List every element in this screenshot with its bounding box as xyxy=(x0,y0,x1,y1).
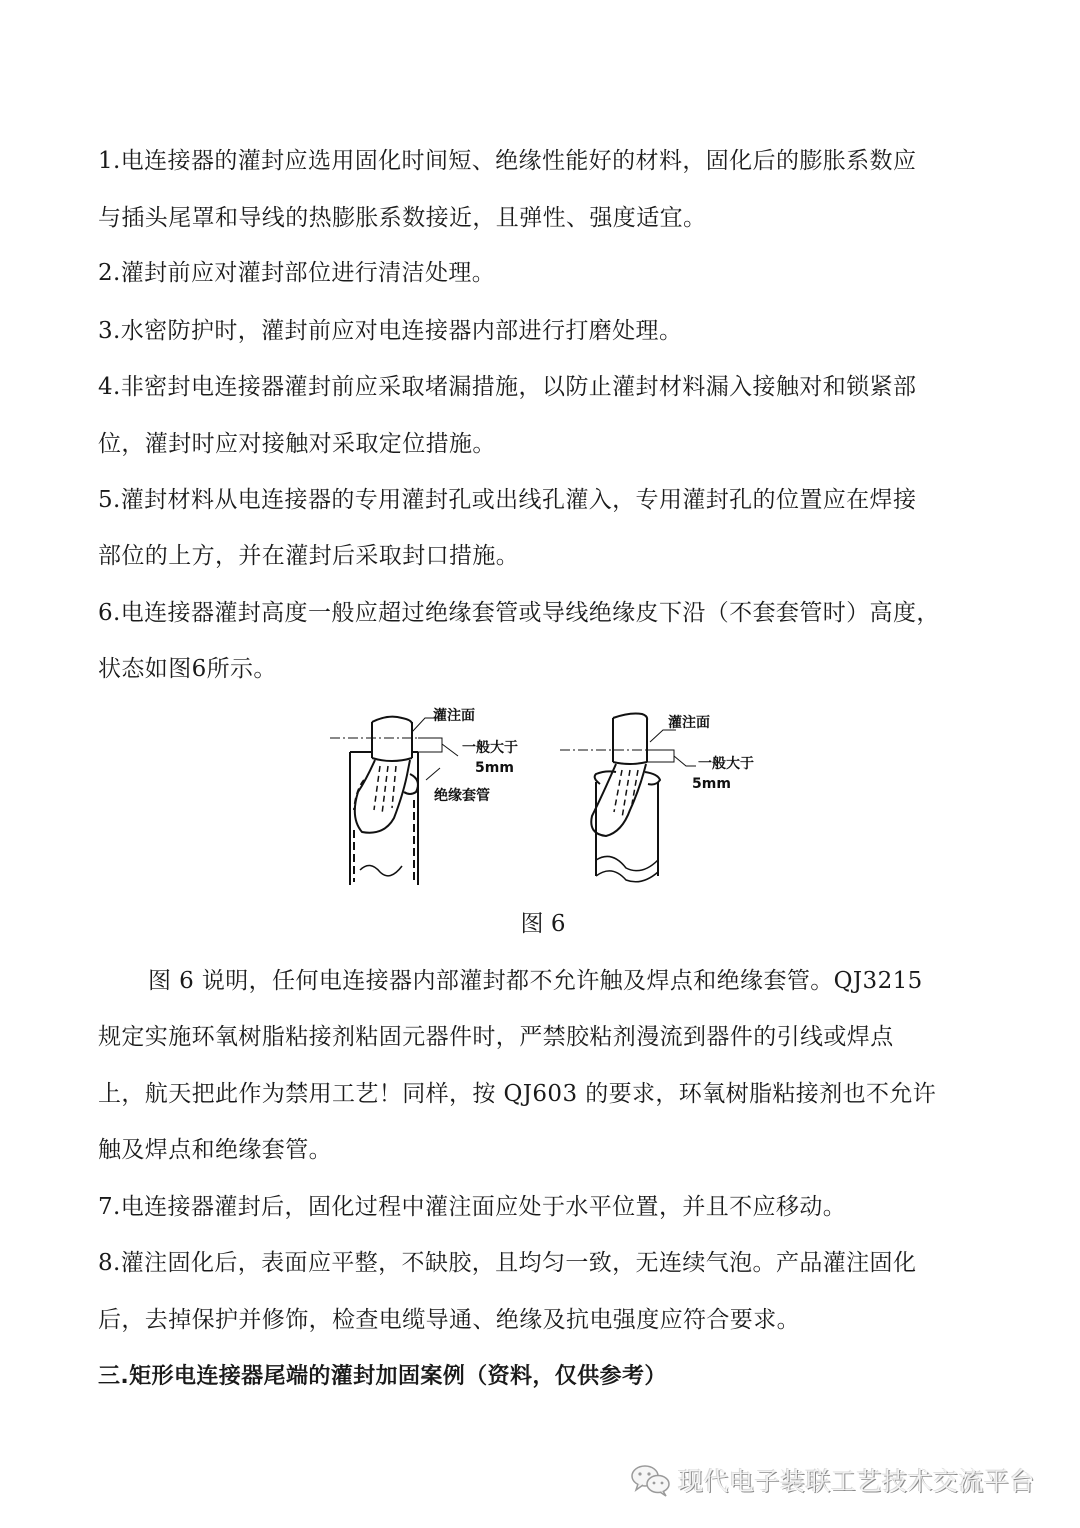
paragraph-item5-line2: 部位的上方，并在灌封后采取封口措施。 xyxy=(98,543,520,569)
right-label-height-1: 一般大于 xyxy=(698,756,754,772)
figure-caption: 图 6 xyxy=(520,911,566,937)
wechat-icon xyxy=(630,1463,672,1497)
paragraph-item1-line2: 与插头尾罩和导线的热膨胀系数接近，且弹性、强度适宜。 xyxy=(98,205,707,231)
paragraph-item8-line1: 8.灌注固化后，表面应平整，不缺胶，且均匀一致，无连续气泡。产品灌注固化 xyxy=(98,1250,917,1276)
paragraph-item7: 7.电连接器灌封后，固化过程中灌注面应处于水平位置，并且不应移动。 xyxy=(98,1194,847,1220)
paragraph-item4-line2: 位，灌封时应对接触对采取定位措施。 xyxy=(98,431,496,457)
explanation-line1: 图 6 说明，任何电连接器内部灌封都不允许触及焊点和绝缘套管。QJ3215 xyxy=(148,968,923,994)
paragraph-item6-line1: 6.电连接器灌封高度一般应超过绝缘套管或导线绝缘皮下沿（不套套管时）高度， xyxy=(98,600,940,626)
paragraph-item8-line2: 后，去掉保护并修饰，检查电缆导通、绝缘及抗电强度应符合要求。 xyxy=(98,1307,800,1333)
watermark xyxy=(630,1458,1035,1502)
paragraph-item2: 2.灌封前应对灌封部位进行清洁处理。 xyxy=(98,260,496,286)
paragraph-item1-line1: 1.电连接器的灌封应选用固化时间短、绝缘性能好的材料，固化后的膨胀系数应 xyxy=(98,148,917,174)
left-label-height-2: 5mm xyxy=(475,760,514,776)
figure-6-diagram xyxy=(330,700,770,890)
paragraph-item6-line2: 状态如图6所示。 xyxy=(98,656,277,682)
right-connector-diagram xyxy=(560,714,696,882)
section-heading: 三.矩形电连接器尾端的灌封加固案例（资料，仅供参考） xyxy=(98,1364,667,1389)
paragraph-item3: 3.水密防护时，灌封前应对电连接器内部进行打磨处理。 xyxy=(98,318,683,344)
watermark-text: 现代电子装联工艺技术交流平台 xyxy=(678,1467,1036,1496)
explanation-line2: 规定实施环氧树脂粘接剂粘固元器件时，严禁胶粘剂漫流到器件的引线或焊点 xyxy=(98,1024,894,1050)
explanation-line4: 触及焊点和绝缘套管。 xyxy=(98,1137,332,1163)
explanation-line3: 上，航天把此作为禁用工艺！同样，按 QJ603 的要求，环氧树脂粘接剂也不允许 xyxy=(98,1081,937,1107)
right-label-surface: 灌注面 xyxy=(668,715,710,731)
left-label-height-1: 一般大于 xyxy=(462,740,518,756)
left-label-sleeve: 绝缘套管 xyxy=(434,788,490,804)
right-label-height-2: 5mm xyxy=(692,776,731,792)
left-label-surface: 灌注面 xyxy=(433,708,475,724)
paragraph-item4-line1: 4.非密封电连接器灌封前应采取堵漏措施，以防止灌封材料漏入接触对和锁紧部 xyxy=(98,374,917,400)
paragraph-item5-line1: 5.灌封材料从电连接器的专用灌封孔或出线孔灌入，专用灌封孔的位置应在焊接 xyxy=(98,487,917,513)
